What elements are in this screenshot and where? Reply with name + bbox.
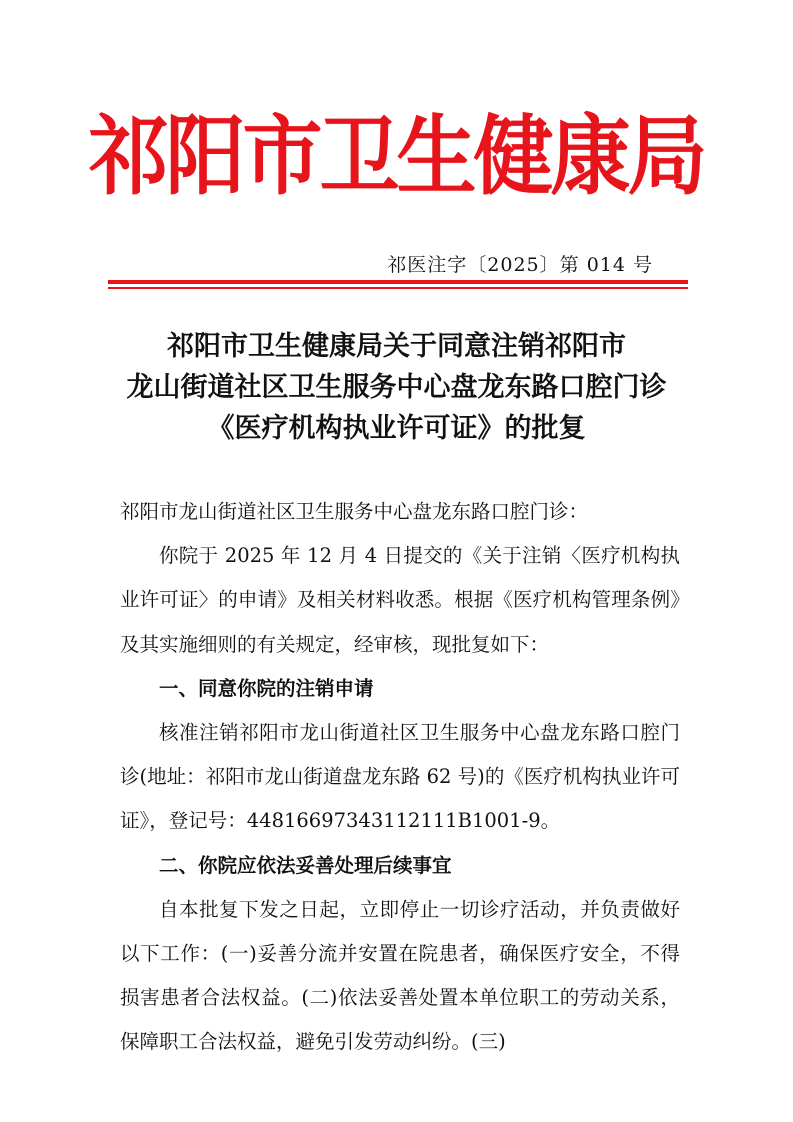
red-divider-thick (108, 280, 688, 284)
document-title (90, 326, 703, 449)
addressee: 祁阳市龙山街道社区卫生服务中心盘龙东路口腔门诊： (120, 500, 589, 523)
title-line-3: 《医疗机构执业许可证》的批复 (207, 413, 586, 444)
red-divider-thin (108, 287, 688, 289)
title-line-2: 龙山街道社区卫生服务中心盘龙东路口腔门诊 (126, 372, 667, 403)
intro-paragraph: 你院于 2025 年 12 月 4 日提交的《关于注销〈医疗机构执业许可证〉的申请》及相关材料收悉。根据《医疗机构管理条例》及其实施细则的有关规定，经审核，现批复如下： (120, 544, 680, 656)
section-2-text: 自本批复下发之日起，立即停止一切诊疗活动，并负责做好以下工作：(一)妥善分流并安置在院患者，确保医疗安全，不得损害患者合法权益。(二)依法妥善处置本单位职工的劳动关系，保障职工合法权益，避免引发劳动纠纷。(三) (120, 897, 680, 1054)
section-1-text: 核准注销祁阳市龙山街道社区卫生服务中心盘龙东路口腔门诊(地址：祁阳市龙山街道盘龙东路 62 号)的《医疗机构执业许可证》，登记号：44816697343112111B1001-9。 (120, 721, 680, 833)
document-number: 祁医注字〔2025〕第 014 号 (387, 254, 653, 276)
title-line-1: 祁阳市卫生健康局关于同意注销祁阳市 (167, 331, 626, 362)
agency-masthead: 祁阳市卫生健康局 (88, 106, 705, 207)
document-body (120, 490, 680, 1065)
section-2-heading: 二、你院应依法妥善处理后续事宜 (159, 853, 452, 877)
section-1-heading: 一、同意你院的注销申请 (159, 676, 374, 700)
